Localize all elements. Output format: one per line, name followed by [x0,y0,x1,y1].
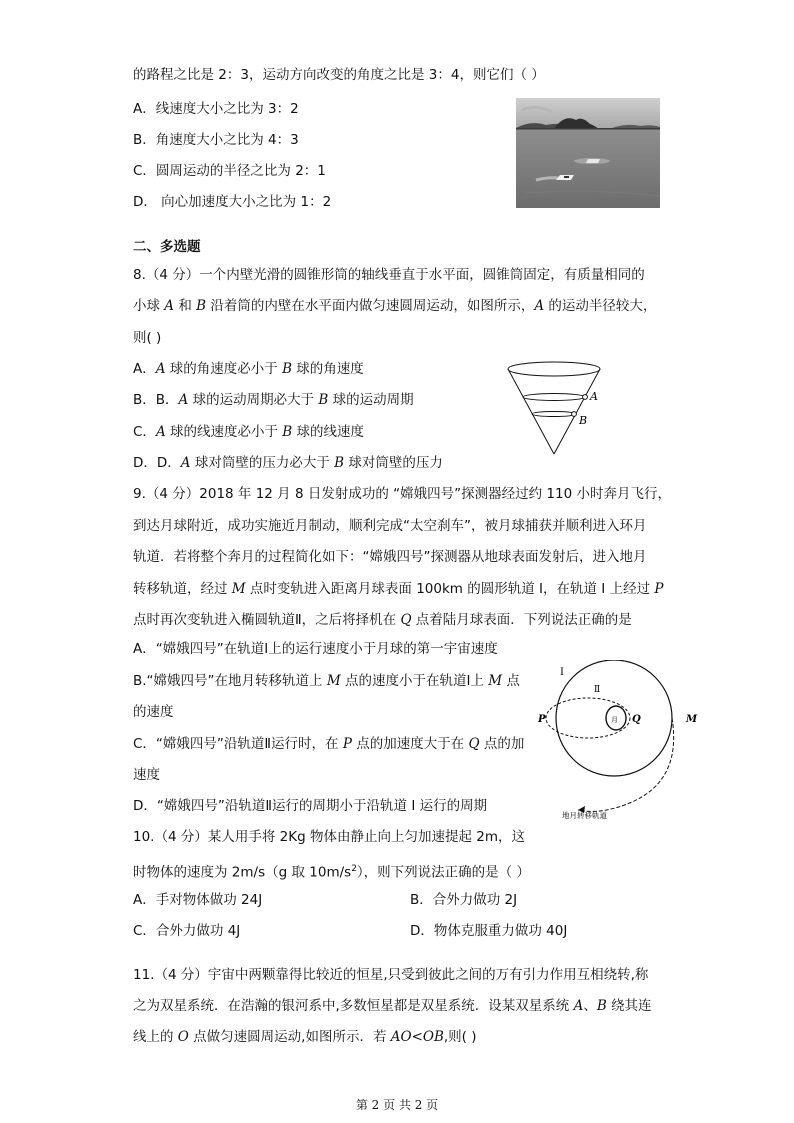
q7-option-c: C．圆周运动的半径之比为 2：1 [133,163,326,179]
q8-stem-line1: 8.（4 分）一个内壁光滑的圆锥形筒的轴线垂直于水平面，圆锥筒固定，有质量相同的 [133,267,645,283]
q9-stem-line3: 轨道．若将整个奔月的过程简化如下：“嫦娥四号”探测器从地球表面发射后，进入地月 [133,549,647,565]
q11-stem-line1: 11.（4 分）宇宙中两颗靠得比较近的恒星,只受到彼此之间的万有引力作用互相绕转,称 [133,967,649,983]
label-orbit-i: Ⅰ [560,667,564,678]
q7-stem-tail: 的路程之比是 2：3，运动方向改变的角度之比是 3：4，则它们（ ） [133,67,545,83]
q8-stem-line2: 小球 A 和 B 沿着筒的内壁在水平面内做匀速圆周运动，如图所示，A 的运动半径较大， [133,298,657,314]
ball-b-marker [572,412,577,417]
label-moon: 月 [611,716,618,724]
q9-option-b: B.“嫦娥四号”在地月转移轨道上 M 点的速度小于在轨道Ⅰ上 M 点 [133,673,520,689]
q8-stem-line3: 则( ) [133,330,162,346]
label-p: P [538,714,546,725]
q10-option-b: B．合外力做功 2J [410,892,518,908]
q8-option-d: D．D．A 球对筒壁的压力必大于 B 球对筒壁的压力 [133,455,443,471]
q9-stem-line4: 转移轨道，经过 M 点时变轨进入距离月球表面 100km 的圆形轨道 Ⅰ，在轨道 Ⅰ 上经过 P [133,581,664,597]
q11-stem-line2: 之为双星系统．在浩瀚的银河系中,多数恒星都是双星系统．设某双星系统 A、B 绕其连 [133,998,652,1014]
q9-option-a: A．“嫦娥四号”在轨道Ⅰ上的运行速度小于月球的第一宇宙速度 [133,641,498,657]
label-b: B [579,414,588,427]
q8-option-c: C．A 球的线速度必小于 B 球的线速度 [133,424,364,440]
q8-option-a: A．A 球的角速度必小于 B 球的角速度 [133,361,364,377]
q7-option-a: A．线速度大小之比为 3：2 [133,101,299,117]
label-a: A [590,390,598,403]
transfer-orbit [578,718,674,811]
q9-stem-line1: 9.（4 分）2018 年 12 月 8 日发射成功的 “嫦娥四号”探测器经过约 110 小时奔月飞行， [133,486,671,502]
orbit-diagram [532,660,712,822]
label-transfer-orbit: 地月转移轨道 [562,811,607,820]
cone-diagram [506,358,616,458]
label-orbit-ii: Ⅱ [594,685,601,695]
q9-option-d: D．“嫦娥四号”沿轨道Ⅱ运行的周期小于沿轨道 Ⅰ 运行的周期 [133,798,488,814]
q9-stem-line2: 到达月球附近，成功实施近月制动，顺利完成“太空刹车”，被月球捕获并顺利进入环月 [133,518,647,534]
section-title-multiple-choice: 二、多选题 [133,239,201,255]
q10-stem-line1: 10.（4 分）某人用手将 2Kg 物体由静止向上匀加速提起 2m，这 [133,829,525,845]
speedboat-lake-photo [516,98,660,208]
q9-option-b-cont: 的速度 [133,704,174,720]
q10-stem-line2: 时物体的速度为 2m/s（g 取 $10m/s^2$），则下列说法正确的是（ ） [133,864,530,881]
q11-stem-line3: 线上的 O 点做匀速圆周运动,如图所示．若 AO<OB,则( ) [133,1029,477,1045]
label-m: M [686,714,698,725]
q10-option-a: A．手对物体做功 24J [133,892,263,908]
q7-option-b: B．角速度大小之比为 4：3 [133,132,299,148]
q9-option-c: C．“嫦娥四号”沿轨道Ⅱ运行时，在 P 点的加速度大于在 Q 点的加 [133,736,525,752]
ball-a-marker [583,395,588,400]
q10-option-c: C．合外力做功 4J [133,923,241,939]
label-q: Q [632,714,641,725]
q9-option-c-cont: 速度 [133,767,160,783]
page-footer: 第 2 页 共 2 页 [355,1098,439,1112]
q7-option-d: D． 向心加速度大小之比为 1：2 [133,194,332,210]
q8-option-b: B．B．A 球的运动周期必大于 B 球的运动周期 [133,392,414,408]
q9-stem-line5: 点时再次变轨进入椭圆轨道Ⅱ，之后将择机在 Q 点着陆月球表面．下列说法正确的是 [133,612,632,628]
q10-option-d: D．物体克服重力做功 40J [410,923,568,939]
